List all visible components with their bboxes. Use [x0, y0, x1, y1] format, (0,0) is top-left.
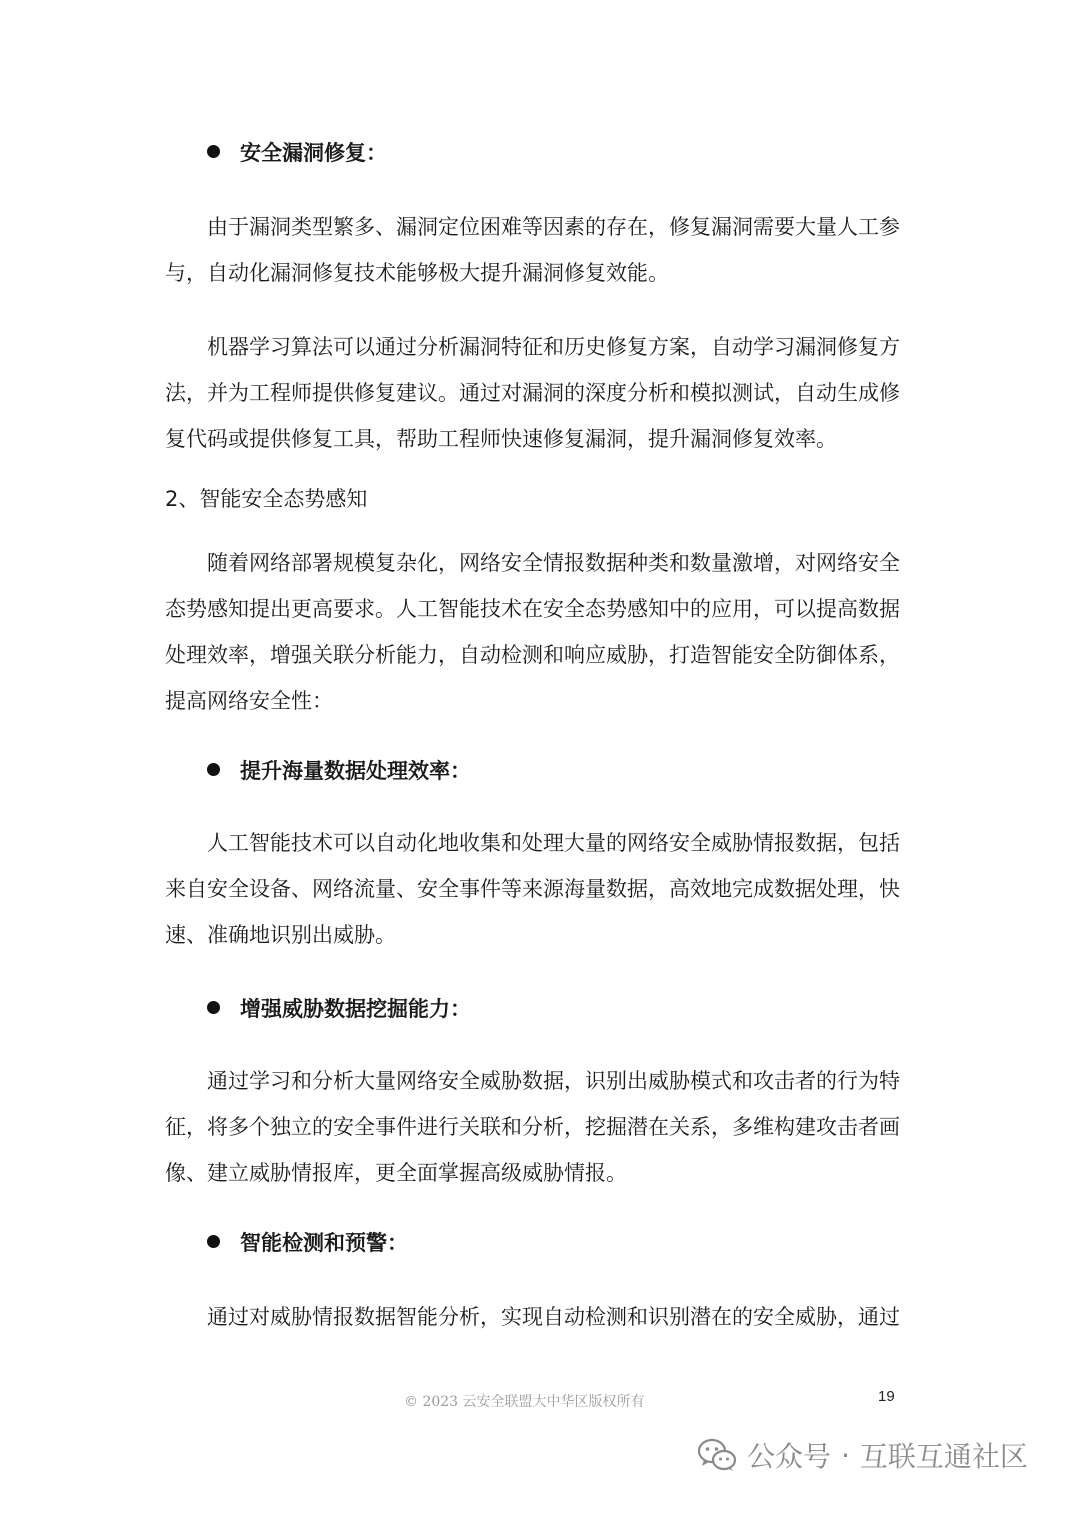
paragraph-line: 征，将多个独立的安全事件进行关联和分析，挖掘潜在关系，多维构建攻击者画	[165, 1115, 900, 1139]
paragraph-threat-mining	[165, 1058, 921, 1196]
bullet-heading-text: 智能检测和预警：	[240, 1230, 408, 1255]
wechat-watermark	[697, 1430, 1028, 1480]
paragraph-line: 像、建立威胁情报库，更全面掌握高级威胁情报。	[165, 1161, 627, 1185]
paragraph-vuln-repair-intro	[165, 204, 921, 296]
paragraph-line: 通过学习和分析大量网络安全威胁数据，识别出威胁模式和攻击者的行为特	[207, 1069, 900, 1093]
bullet-heading-text: 提升海量数据处理效率：	[240, 758, 471, 783]
paragraph-line: 速、准确地识别出威胁。	[165, 923, 396, 947]
watermark-separator: ·	[841, 1438, 850, 1472]
paragraph-line: 随着网络部署规模复杂化，网络安全情报数据种类和数量激增，对网络安全	[207, 551, 900, 575]
wechat-icon	[697, 1438, 737, 1472]
watermark-label: 公众号	[747, 1440, 832, 1473]
bullet-dot-icon	[207, 763, 220, 776]
section-heading-situational-awareness: 2、智能安全态势感知	[165, 487, 368, 511]
footer-copyright: © 2023 云安全联盟大中华区版权所有	[404, 1394, 645, 1410]
paragraph-detection-warning	[165, 1294, 921, 1340]
paragraph-line: 由于漏洞类型繁多、漏洞定位困难等因素的存在，修复漏洞需要大量人工参	[207, 215, 900, 239]
bullet-heading-text: 增强威胁数据挖掘能力：	[240, 996, 471, 1021]
bullet-heading-threat-mining	[207, 994, 471, 1024]
bullet-dot-icon	[207, 145, 220, 158]
bullet-heading-text: 安全漏洞修复：	[240, 140, 387, 165]
paragraph-line: 与，自动化漏洞修复技术能够极大提升漏洞修复效能。	[165, 261, 669, 285]
paragraph-data-processing	[165, 820, 921, 958]
paragraph-line: 法，并为工程师提供修复建议。通过对漏洞的深度分析和模拟测试，自动生成修	[165, 381, 900, 405]
bullet-heading-data-processing	[207, 756, 471, 786]
paragraph-line: 通过对威胁情报数据智能分析，实现自动检测和识别潜在的安全威胁，通过	[207, 1305, 900, 1329]
bullet-dot-icon	[207, 1235, 220, 1248]
paragraph-line: 处理效率，增强关联分析能力，自动检测和响应威胁，打造智能安全防御体系，	[165, 643, 900, 667]
bullet-dot-icon	[207, 1001, 220, 1014]
paragraph-line: 来自安全设备、网络流量、安全事件等来源海量数据，高效地完成数据处理，快	[165, 877, 900, 901]
bullet-heading-detection-warning	[207, 1228, 408, 1258]
paragraph-line: 提高网络安全性：	[165, 689, 333, 713]
paragraph-ml-repair	[165, 324, 921, 462]
bullet-heading-vuln-repair	[207, 138, 387, 168]
paragraph-line: 机器学习算法可以通过分析漏洞特征和历史修复方案，自动学习漏洞修复方	[207, 335, 900, 359]
page-number: 19	[878, 1388, 895, 1405]
watermark-account: 互联互通社区	[859, 1440, 1028, 1473]
paragraph-situational-awareness	[165, 540, 921, 724]
paragraph-line: 态势感知提出更高要求。人工智能技术在安全态势感知中的应用，可以提高数据	[165, 597, 900, 621]
paragraph-line: 人工智能技术可以自动化地收集和处理大量的网络安全威胁情报数据，包括	[207, 831, 900, 855]
paragraph-line: 复代码或提供修复工具，帮助工程师快速修复漏洞，提升漏洞修复效率。	[165, 427, 837, 451]
